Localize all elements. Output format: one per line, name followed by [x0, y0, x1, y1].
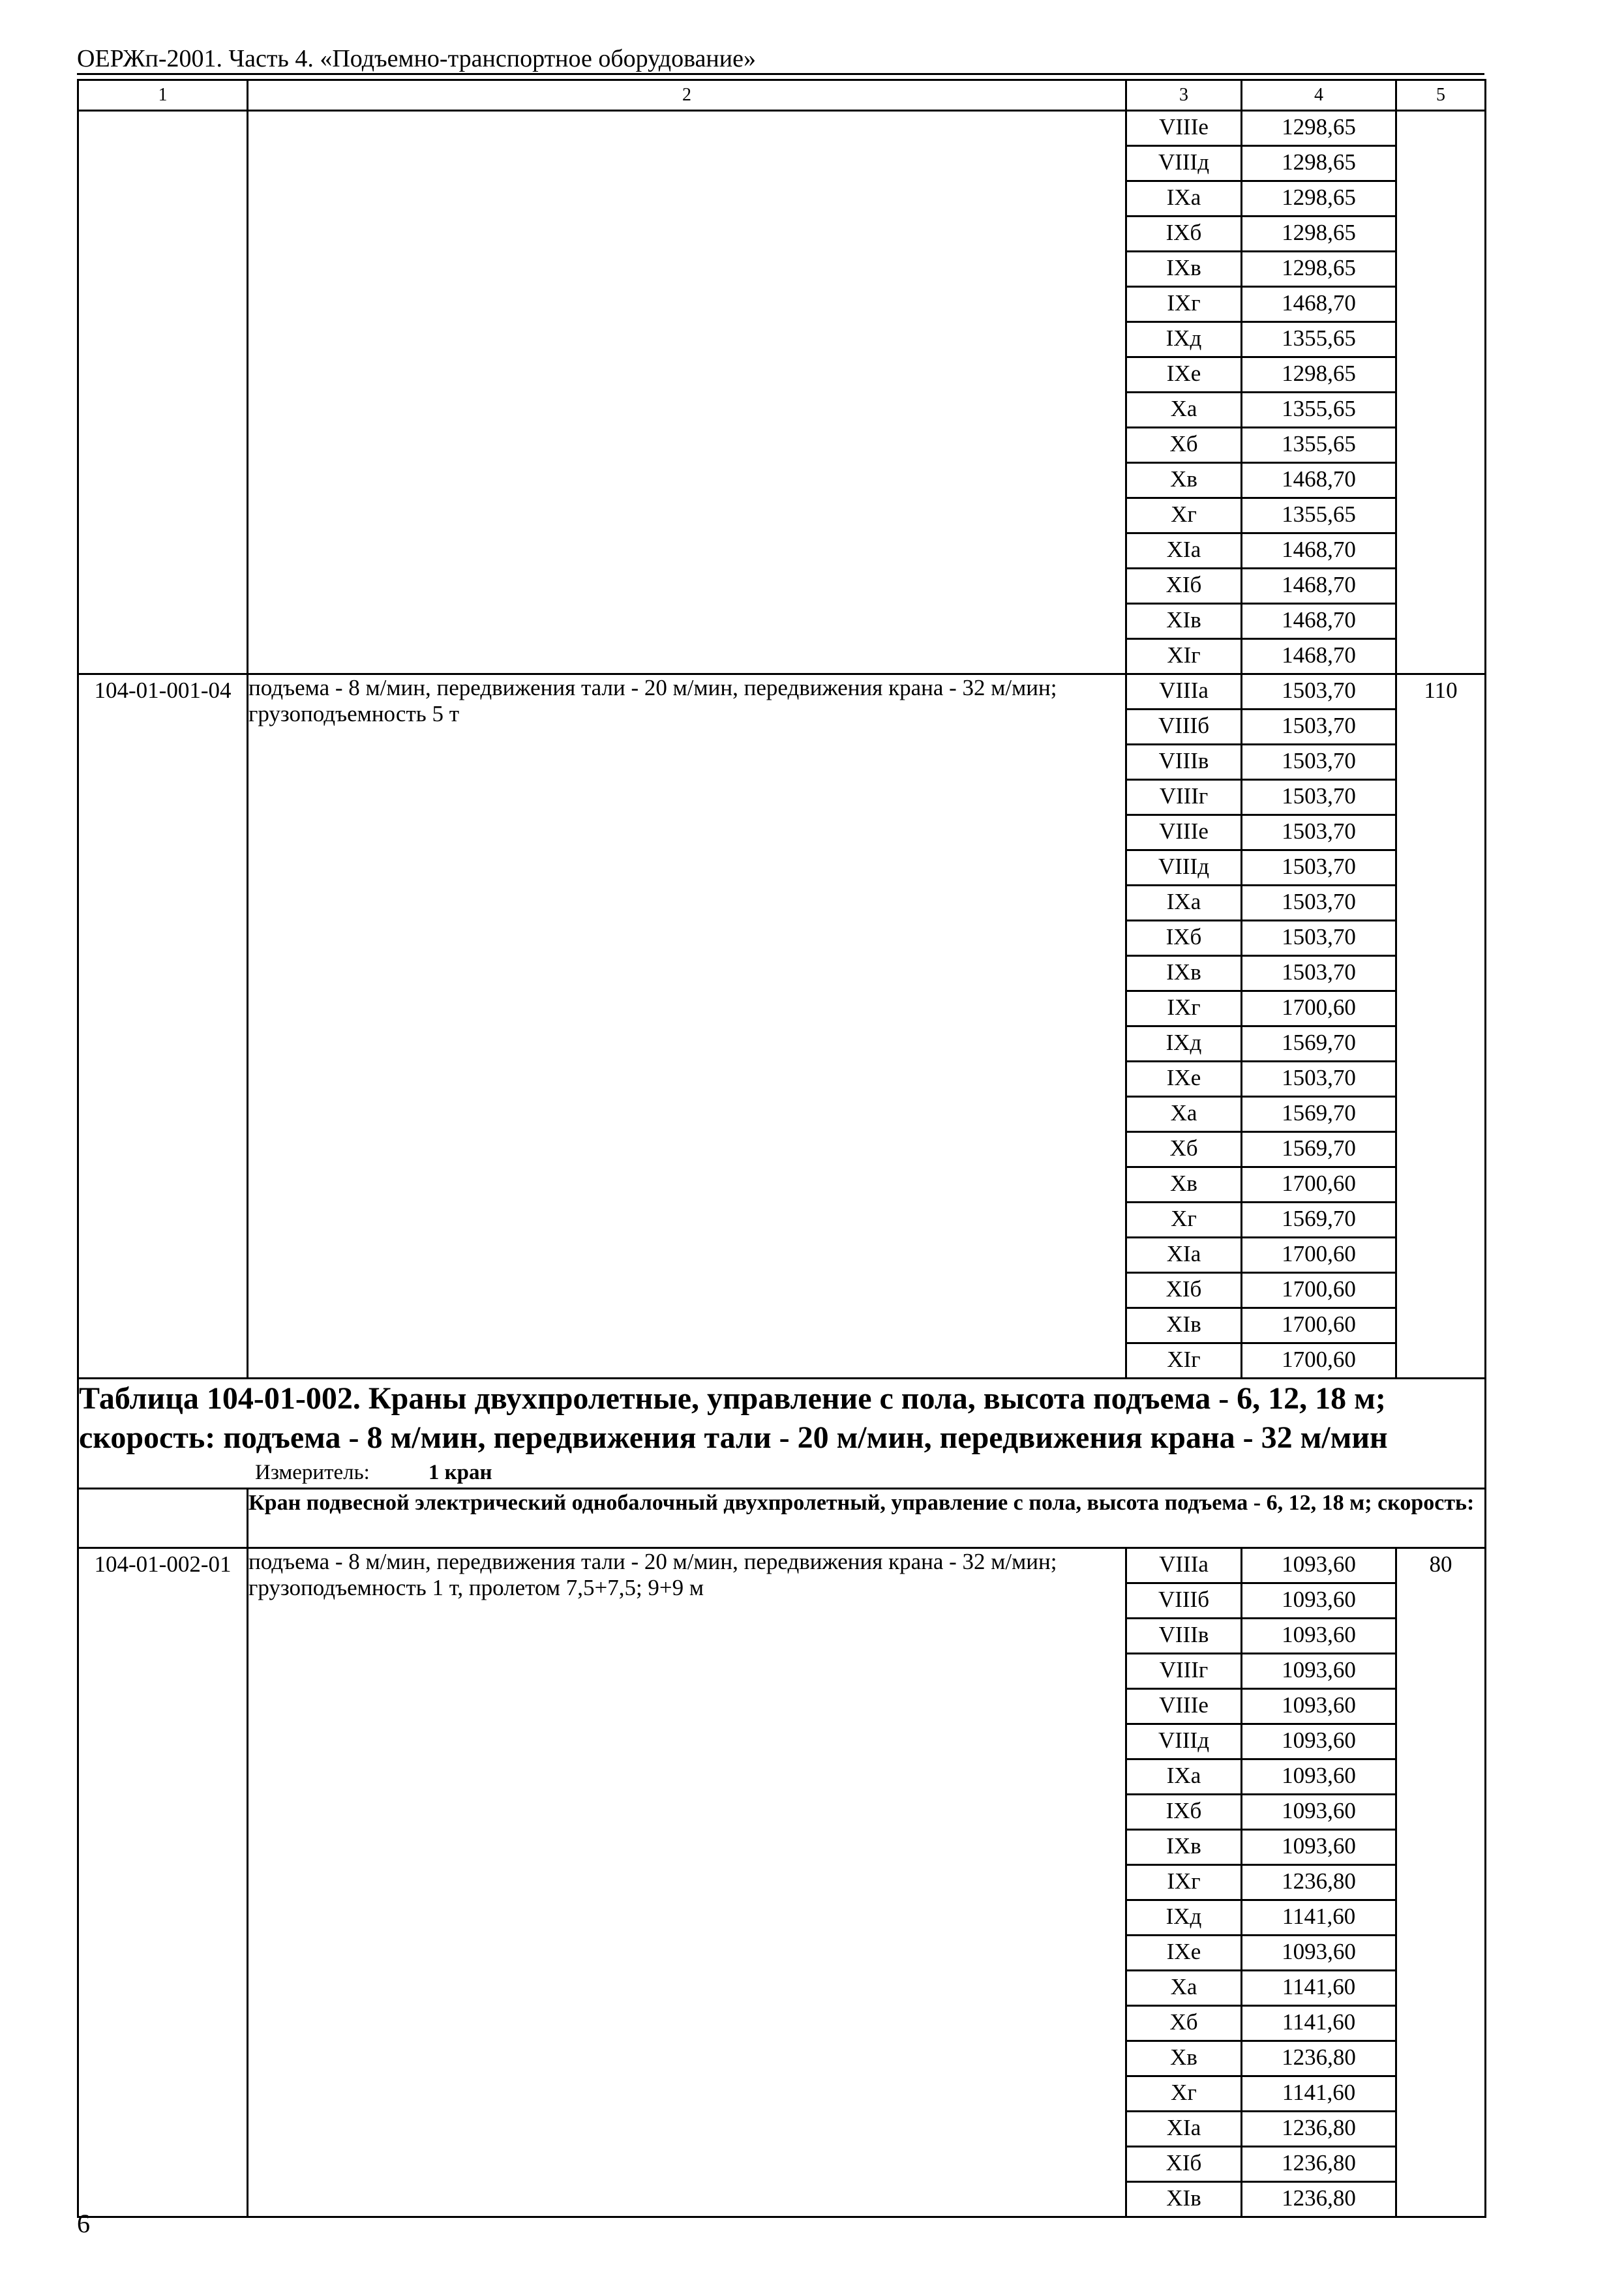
price-value: 1093,60	[1242, 1759, 1396, 1795]
column-number-3: 3	[1126, 80, 1242, 111]
zone-code: VIIIг	[1126, 780, 1242, 815]
column-number-2: 2	[248, 80, 1126, 111]
price-value: 1355,65	[1242, 428, 1396, 463]
table-title: Таблица 104-01-002. Краны двухпролетные, управление с пола, высота подъема - 6, 12, 18 м; скорость: подъема - 8 м/мин, передвижения тали - 20 м/мин, передвижения крана - 32 м/мин	[79, 1381, 1388, 1455]
price-value: 1093,60	[1242, 1583, 1396, 1619]
item-code	[78, 111, 248, 674]
meter-label: Измеритель:	[255, 1461, 370, 1484]
column-number-4: 4	[1242, 80, 1396, 111]
zone-code: IXе	[1126, 1936, 1242, 1971]
price-value: 1700,60	[1242, 1273, 1396, 1308]
zone-code: IXд	[1126, 322, 1242, 357]
price-value: 1093,60	[1242, 1936, 1396, 1971]
price-value: 1503,70	[1242, 956, 1396, 991]
price-value: 1503,70	[1242, 1062, 1396, 1097]
price-value: 1298,65	[1242, 217, 1396, 252]
zone-code: XIа	[1126, 1238, 1242, 1273]
zone-code: XIг	[1126, 639, 1242, 674]
price-value: 1298,65	[1242, 181, 1396, 217]
zone-code: IXв	[1126, 956, 1242, 991]
price-value: 1700,60	[1242, 1167, 1396, 1203]
zone-code: VIIIд	[1126, 1724, 1242, 1759]
price-value: 1503,70	[1242, 815, 1396, 850]
zone-code: VIIIа	[1126, 1548, 1242, 1583]
zone-code: Xг	[1126, 1203, 1242, 1238]
zone-code: XIв	[1126, 604, 1242, 639]
zone-code: Xа	[1126, 393, 1242, 428]
price-value: 1236,80	[1242, 2112, 1396, 2147]
zone-code: IXг	[1126, 1865, 1242, 1900]
zone-code: VIIIд	[1126, 146, 1242, 181]
zone-code: VIIIд	[1126, 850, 1242, 886]
zone-code: VIIIб	[1126, 710, 1242, 745]
zone-code: Xа	[1126, 1971, 1242, 2006]
price-value: 1468,70	[1242, 533, 1396, 569]
zone-code: IXа	[1126, 1759, 1242, 1795]
price-value: 1468,70	[1242, 604, 1396, 639]
zone-code: VIIIе	[1126, 1689, 1242, 1724]
empty-code-cell	[78, 1489, 248, 1548]
price-value: 1093,60	[1242, 1795, 1396, 1830]
price-table	[77, 79, 1486, 2218]
zone-code: IXг	[1126, 991, 1242, 1026]
column-number-1: 1	[78, 80, 248, 111]
zone-code: VIIIб	[1126, 1583, 1242, 1619]
group-description-row	[78, 1489, 1486, 1548]
zone-code: Xб	[1126, 2006, 1242, 2041]
price-value: 1093,60	[1242, 1548, 1396, 1583]
price-value: 1700,60	[1242, 1308, 1396, 1343]
meter-line	[255, 1458, 1484, 1488]
zone-code: Xв	[1126, 463, 1242, 498]
zone-code: Xб	[1126, 1132, 1242, 1167]
zone-code: IXе	[1126, 1062, 1242, 1097]
price-value: 1569,70	[1242, 1097, 1396, 1132]
zone-code: VIIIв	[1126, 745, 1242, 780]
price-value: 1503,70	[1242, 921, 1396, 956]
price-value: 1298,65	[1242, 252, 1396, 287]
item-col5: 80	[1396, 1548, 1486, 2217]
price-value: 1141,60	[1242, 2076, 1396, 2112]
zone-code: IXб	[1126, 217, 1242, 252]
price-value: 1355,65	[1242, 322, 1396, 357]
table-title-row	[78, 1379, 1486, 1489]
price-value: 1569,70	[1242, 1132, 1396, 1167]
price-value: 1700,60	[1242, 1238, 1396, 1273]
item-code: 104-01-002-01	[78, 1548, 248, 2217]
price-value: 1236,80	[1242, 1865, 1396, 1900]
zone-code: IXг	[1126, 287, 1242, 322]
table-row	[78, 1548, 1486, 1583]
zone-code: XIб	[1126, 1273, 1242, 1308]
zone-code: Xг	[1126, 2076, 1242, 2112]
zone-code: VIIIв	[1126, 1619, 1242, 1654]
price-value: 1093,60	[1242, 1654, 1396, 1689]
price-value: 1700,60	[1242, 1343, 1396, 1379]
header-rule	[77, 73, 1484, 75]
page-number: 6	[77, 2209, 90, 2238]
zone-code: IXе	[1126, 357, 1242, 393]
price-value: 1503,70	[1242, 710, 1396, 745]
price-value: 1569,70	[1242, 1203, 1396, 1238]
zone-code: VIIIе	[1126, 111, 1242, 146]
table-row	[78, 674, 1486, 710]
price-value: 1355,65	[1242, 393, 1396, 428]
zone-code: IXб	[1126, 1795, 1242, 1830]
item-description	[248, 111, 1126, 674]
zone-code: VIIIе	[1126, 815, 1242, 850]
zone-code: Xб	[1126, 428, 1242, 463]
price-value: 1503,70	[1242, 674, 1396, 710]
zone-code: IXа	[1126, 181, 1242, 217]
table-row	[78, 111, 1486, 146]
price-value: 1569,70	[1242, 1026, 1396, 1062]
zone-code: IXа	[1126, 886, 1242, 921]
price-value: 1236,80	[1242, 2147, 1396, 2182]
column-numbers-row	[78, 80, 1486, 111]
price-value: 1503,70	[1242, 886, 1396, 921]
meter-unit: 1 кран	[428, 1461, 492, 1484]
price-value: 1355,65	[1242, 498, 1396, 533]
price-value: 1298,65	[1242, 146, 1396, 181]
price-value: 1503,70	[1242, 850, 1396, 886]
zone-code: XIг	[1126, 1343, 1242, 1379]
price-value: 1468,70	[1242, 287, 1396, 322]
price-value: 1141,60	[1242, 1900, 1396, 1936]
zone-code: Xв	[1126, 1167, 1242, 1203]
zone-code: IXв	[1126, 252, 1242, 287]
price-value: 1700,60	[1242, 991, 1396, 1026]
zone-code: IXв	[1126, 1830, 1242, 1865]
column-number-5: 5	[1396, 80, 1486, 111]
zone-code: XIб	[1126, 2147, 1242, 2182]
price-value: 1093,60	[1242, 1830, 1396, 1865]
zone-code: Xа	[1126, 1097, 1242, 1132]
item-description: подъема - 8 м/мин, передвижения тали - 20 м/мин, передвижения крана - 32 м/мин; грузоподъемность 1 т, пролетом 7,5+7,5; 9+9 м	[248, 1548, 1126, 2217]
item-description: подъема - 8 м/мин, передвижения тали - 20 м/мин, передвижения крана - 32 м/мин; грузоподъемность 5 т	[248, 674, 1126, 1379]
zone-code: XIв	[1126, 2182, 1242, 2217]
price-value: 1298,65	[1242, 357, 1396, 393]
price-value: 1468,70	[1242, 639, 1396, 674]
price-value: 1236,80	[1242, 2041, 1396, 2076]
zone-code: Xг	[1126, 498, 1242, 533]
zone-code: VIIIа	[1126, 674, 1242, 710]
item-code: 104-01-001-04	[78, 674, 248, 1379]
zone-code: VIIIг	[1126, 1654, 1242, 1689]
price-value: 1093,60	[1242, 1724, 1396, 1759]
item-col5	[1396, 111, 1486, 674]
price-value: 1141,60	[1242, 2006, 1396, 2041]
item-col5: 110	[1396, 674, 1486, 1379]
price-value: 1298,65	[1242, 111, 1396, 146]
zone-code: XIа	[1126, 533, 1242, 569]
group-description: Кран подвесной электрический однобалочный двухпролетный, управление с пола, высота подъема - 6, 12, 18 м; скорость:	[248, 1489, 1486, 1548]
price-value: 1236,80	[1242, 2182, 1396, 2217]
zone-code: IXд	[1126, 1900, 1242, 1936]
price-value: 1503,70	[1242, 745, 1396, 780]
page-header: ОЕРЖп-2001. Часть 4. «Подъемно-транспортное оборудование»	[77, 45, 756, 72]
price-value: 1141,60	[1242, 1971, 1396, 2006]
zone-code: IXб	[1126, 921, 1242, 956]
price-value: 1468,70	[1242, 569, 1396, 604]
price-value: 1468,70	[1242, 463, 1396, 498]
zone-code: IXд	[1126, 1026, 1242, 1062]
table-title-cell	[78, 1379, 1486, 1489]
price-value: 1093,60	[1242, 1619, 1396, 1654]
price-value: 1503,70	[1242, 780, 1396, 815]
zone-code: Xв	[1126, 2041, 1242, 2076]
zone-code: XIб	[1126, 569, 1242, 604]
zone-code: XIа	[1126, 2112, 1242, 2147]
zone-code: XIв	[1126, 1308, 1242, 1343]
price-value: 1093,60	[1242, 1689, 1396, 1724]
